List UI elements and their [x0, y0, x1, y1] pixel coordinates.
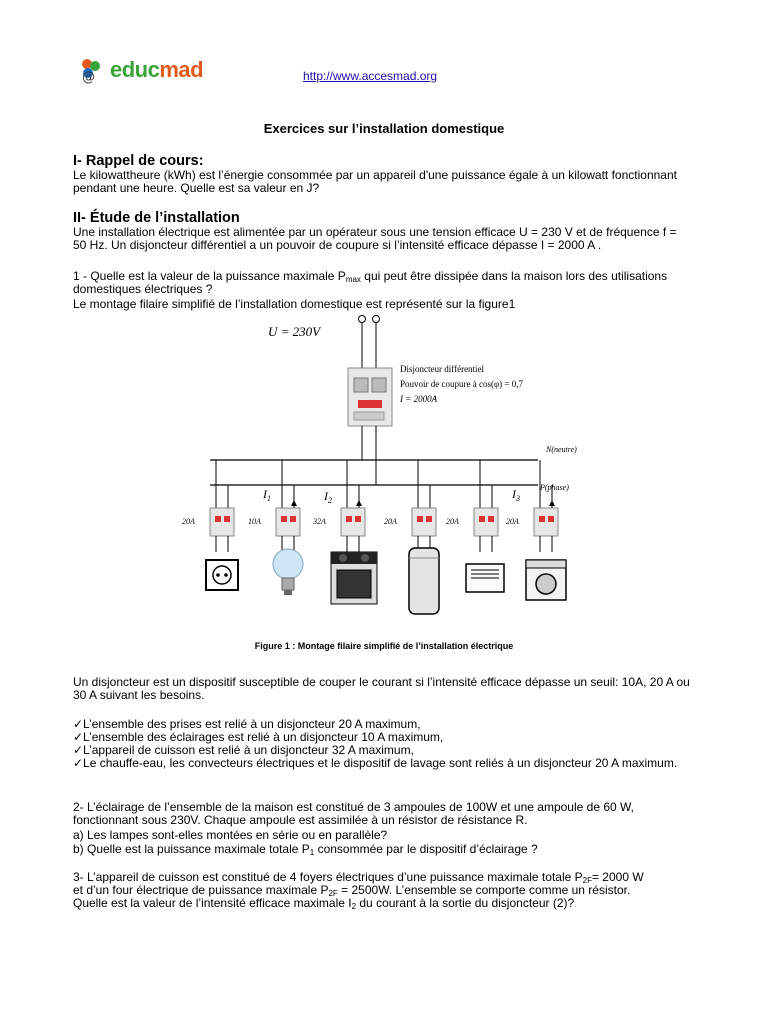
water-heater-icon: [409, 548, 439, 614]
question-2a: a) Les lampes sont-elles montées en série ou en parallèle?: [73, 828, 388, 842]
branch-breaker-icon: [210, 508, 234, 536]
branch-breaker-icon: [534, 508, 558, 536]
terminal-2-icon: [373, 316, 380, 323]
figure-caption: Figure 1 : Montage filaire simplifié de l’installation électrique: [254, 641, 514, 651]
check-item: ✓L’ensemble des prises est relié à un disjoncteur 20 A maximum,: [73, 717, 421, 731]
branch-breaker-icon: [341, 508, 365, 536]
section1-text: Le kilowattheure (kWh) est l’énergie consommée par un appareil d'une puissance égale à un kilowatt fonctionnant pendant une heure. Quelle est sa valeur en J?: [73, 168, 677, 195]
breaker-rating-label: 20A: [384, 517, 397, 526]
terminal-1-icon: [359, 316, 366, 323]
current-arrow-icon: [291, 500, 297, 506]
current-label-3: $I_3$: [512, 487, 520, 503]
breaker-title: Disjoncteur différentiel: [400, 364, 485, 374]
washing-machine-icon: [526, 560, 566, 600]
section2-intro: Une installation électrique est alimentée par un opérateur sous une tension efficace U = 230 V et de fréquence f = 50 Hz. Un disjoncteur différentiel a un pouvoir de coupure si l’intensité efficace dépasse I = 2000 A .: [73, 225, 677, 252]
section1-heading: I- Rappel de cours:: [73, 153, 204, 169]
cooker-icon: [331, 552, 377, 604]
branch-breaker-icon: [276, 508, 300, 536]
current-arrow-icon: [549, 500, 555, 506]
site-link[interactable]: http://www.accesmad.org: [303, 69, 438, 83]
montage-text: Le montage filaire simplifié de l’installation domestique est représenté sur la figure1: [73, 297, 516, 311]
svg-text:@: @: [82, 70, 95, 85]
current-arrow-icon: [356, 500, 362, 506]
current-label-1: $I_1$: [263, 487, 271, 503]
breaker-rating-label: 20A: [446, 517, 459, 526]
installation-figure: [176, 312, 606, 637]
check-list: [73, 718, 693, 770]
breaker-paragraph: Un disjoncteur est un dispositif susceptible de couper le courant si l’intensité efficace dépasse un seuil: 10A, 20 A ou 30 A suivant les besoins.: [73, 675, 690, 702]
question-1: 1 - Quelle est la valeur de la puissance maximale $P_{max}$ qui peut être dissipée dans la maison lors des utilisations domestiques électriques ?: [73, 269, 668, 296]
breaker-rating-label: 20A: [182, 517, 195, 526]
main-breaker-icon: [348, 368, 392, 426]
voltage-label: U = 230V: [268, 324, 321, 339]
check-item: ✓L’ensemble des éclairages est relié à un disjoncteur 10 A maximum,: [73, 730, 444, 744]
section2-heading: II- Étude de l’installation: [73, 210, 240, 226]
socket-icon: [206, 560, 238, 590]
breaker-current: I = 2000A: [400, 394, 438, 404]
question-3: 3- L’appareil de cuisson est constitué de 4 foyers électriques d’une puissance maximale totale $P_{2F}= 2000$ W et d’un four électrique de puissance maximale $P_{2F} = 2500W$. L’ensemble se comporte comme un résistor. Quelle est la valeur de l’intensité efficace maximale $I_2$ du courant à la sortie du disjoncteur (2)?: [73, 870, 644, 911]
current-label-2: $I_2$: [324, 489, 332, 505]
breaker-rating-label: 32A: [313, 517, 326, 526]
question-2b: b) Quelle est la puissance maximale totale $P_1$ consommée par le dispositif d’éclairage ?: [73, 842, 538, 857]
check-item: ✓L’appareil de cuisson est relié à un disjoncteur 32 A maximum,: [73, 743, 414, 757]
branch-breaker-icon: [474, 508, 498, 536]
light-bulb-icon: [273, 549, 303, 595]
neutral-label: N(neutre): [546, 445, 577, 454]
convector-icon: [466, 564, 504, 592]
breaker-cut: Pouvoir de coupure à cos(φ) = 0,7: [400, 379, 523, 389]
logo-mark-icon: [76, 55, 106, 85]
check-item: ✓Le chauffe-eau, les convecteurs électriques et le dispositif de lavage sont reliés à un disjoncteur 20 A maximum.: [73, 756, 678, 770]
page-title: Exercices sur l’installation domestique: [263, 121, 505, 136]
breaker-rating-label: 20A: [506, 517, 519, 526]
logo-wordmark: educmad: [110, 57, 204, 82]
branch-breaker-icon: [412, 508, 436, 536]
question-2: 2- L’éclairage de l’ensemble de la maison est constitué de 3 ampoules de 100W et une ampoule de 60 W, fonctionnant sous 230V. Chaque ampoule est assimilée à un résistor de résistance R.: [73, 800, 635, 827]
phase-label: P(phase): [540, 483, 569, 492]
breaker-rating-label: 10A: [248, 517, 261, 526]
educmad-logo: [76, 55, 203, 85]
